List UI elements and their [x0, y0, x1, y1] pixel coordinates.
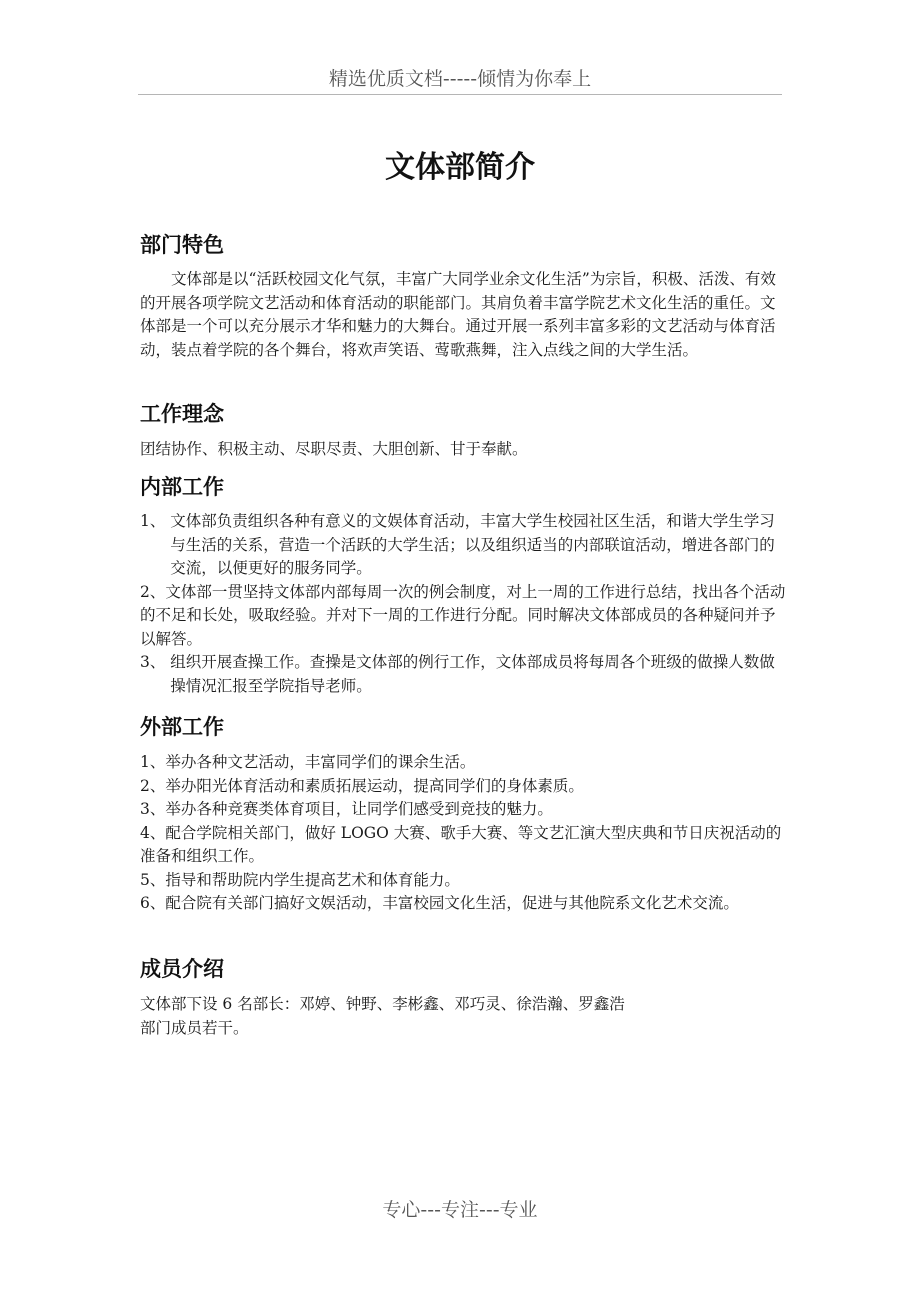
list-item: 2、文体部一贯坚持文体部内部每周一次的例会制度，对上一周的工作进行总结，找出各个活动的不足和长处，吸取经验。并对下一周的工作进行分配。同时解决文体部成员的各种疑问并予以解答。	[140, 582, 786, 648]
external-section	[140, 751, 790, 916]
list-item: 3、举办各种竞赛类体育项目，让同学们感受到竞技的魅力。	[140, 800, 553, 818]
list-item-number: 1、	[140, 512, 171, 530]
list-item: 6、配合院有关部门搞好文娱活动，丰富校园文化生活，促进与其他院系文化艺术交流。	[140, 894, 739, 912]
list-item	[140, 651, 790, 698]
list-item-number: 3、	[140, 653, 171, 671]
heading-internal: 内部工作	[140, 475, 224, 499]
internal-section	[140, 510, 790, 698]
features-section	[140, 268, 790, 362]
list-item: 5、指导和帮助院内学生提高艺术和体育能力。	[140, 870, 460, 889]
page-header: 精选优质文档-----倾情为你奉上	[138, 64, 782, 95]
philosophy-section	[140, 438, 790, 462]
list-item-text: 文体部负责组织各种有意义的文娱体育活动，丰富大学生校园社区生活，和谐大学生学习与生活的关系，营造一个活跃的大学生活；以及组织适当的内部联谊活动，增进各部门的交流，以便更好的服务同学。	[170, 512, 775, 577]
list-item: 4、配合学院相关部门，做好 LOGO 大赛、歌手大赛、等文艺汇演大型庆典和节日庆祝活动的准备和组织工作。	[140, 823, 782, 865]
heading-external: 外部工作	[140, 715, 224, 739]
heading-features: 部门特色	[140, 233, 224, 257]
features-paragraph: 文体部是以“活跃校园文化气氛，丰富广大同学业余文化生活”为宗旨，积极、活泼、有效的开展各项学院文艺活动和体育活动的职能部门。其肩负着丰富学院艺术文化生活的重任。文体部是一个可以充分展示才华和魅力的大舞台。通过开展一系列丰富多彩的文艺活动与体育活动，装点着学院的各个舞台，将欢声笑语、莺歌燕舞，注入点线之间的大学生活。	[140, 270, 776, 359]
heading-philosophy: 工作理念	[140, 402, 224, 426]
page-footer: 专心---专注---专业	[382, 1199, 538, 1221]
list-item	[140, 510, 790, 581]
heading-members: 成员介绍	[140, 957, 224, 981]
members-section	[140, 993, 790, 1040]
members-line: 文体部下设 6 名部长：邓婷、钟野、李彬鑫、邓巧灵、徐浩瀚、罗鑫浩	[140, 995, 625, 1013]
list-item-text: 组织开展查操工作。查操是文体部的例行工作，文体部成员将每周各个班级的做操人数做操情况汇报至学院指导老师。	[170, 653, 775, 695]
list-item: 2、举办阳光体育活动和素质拓展运动，提高同学们的身体素质。	[140, 776, 584, 795]
list-item: 1、举办各种文艺活动，丰富同学们的课余生活。	[140, 753, 476, 771]
document-title: 文体部简介	[385, 150, 535, 185]
members-line: 部门成员若干。	[140, 1018, 249, 1037]
philosophy-text: 团结协作、积极主动、尽职尽责、大胆创新、甘于奉献。	[140, 440, 528, 458]
